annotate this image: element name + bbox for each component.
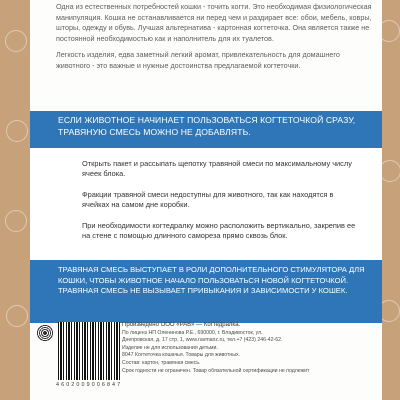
instructions-section <box>30 149 382 259</box>
stamp-circle-icon <box>5 210 27 232</box>
instruction-2: Фракции травяной смеси недоступны для животного, так как находятся в ячейках на самом дне коробки. <box>82 190 334 210</box>
stamp-circle-icon <box>382 300 400 322</box>
blue-banner-note: ЕСЛИ ЖИВОТНОЕ НАЧИНАЕТ ПОЛЬЗОВАТЬСЯ КОГТЕТОЧКОЙ СРАЗУ, ТРАВЯНУЮ СМЕСЬ МОЖНО НЕ ДОБАВЛЯТЬ. <box>30 111 382 148</box>
manufacturer-line-5: 8047 Когтеточка кошачья. Товары для животных. <box>122 352 240 359</box>
intro-text <box>56 2 372 78</box>
barcode <box>58 322 120 380</box>
cardboard-left-edge <box>0 0 30 400</box>
manufacturer-line-3: Днепровская, д. 17 стр. 1, www.ravmanz.ru, тел.+7 (423) 246-42-62. <box>122 337 283 344</box>
intro-paragraph-1: Одна из естественных потребностей кошки - точить когти. Это необходимая физиологическая манипуляция. Кошка не останавливается ни перед чем и раздирает все: обои, мебель, ковры, шторы, одежду и обувь. Лучшая альтернатива - картонная когтеточка. Она является также не постоянной необходимостью как и наполнитель для их туалетов. <box>56 2 372 43</box>
stamp-circle-icon <box>382 160 400 182</box>
stamp-circle-icon <box>6 305 28 327</box>
barcode-number: 4 6 0 2 0 0 9 0 0 6 8 4 7 <box>56 382 121 388</box>
manufacturer-line-2: По лиценз НП Оленинова Р.Е., 690000, г. Владивосток, ул. <box>122 329 263 336</box>
stamp-circle-icon <box>382 20 400 42</box>
intro-paragraph-2: Легкость изделия, едва заметный легкий аромат, привлекательность для домашнего животного - это важные и нужные достоинства предлагаемой когтеточки. <box>56 50 340 70</box>
instruction-3: При необходимости когтедралку можно расположить вертикально, закрепив ее на стене с помощью длинного саморезa прямо сквозь блок. <box>82 221 356 241</box>
manufacturer-line-1: Произведено ООО «РАВ» — Когтедралка. <box>122 322 241 328</box>
blue-banner-info: ТРАВЯНАЯ СМЕСЬ ВЫСТУПАЕТ В РОЛИ ДОПОЛНИТЕЛЬНОГО СТИМУЛЯТОРА ДЛЯ КОШКИ, ЧТОБЫ ЖИВОТНОЕ НАЧАЛО ПОЛЬЗОВАТЬСЯ НОВОЙ КОГТЕТОЧКОЙ. ТРАВЯНАЯ СМЕСЬ НЕ ВЫЗЫВАЕТ ПРИВЫКАНИЯ И ЗАВИСИМОСТИ У КОШЕК. <box>30 260 382 323</box>
manufacturer-line-4: Изделие не для использования детьми. <box>122 344 218 351</box>
fingerprint-logo-icon <box>36 324 54 342</box>
instruction-1: Открыть пакет и рассыпать щепотку травяной смеси по максимальному числу ячеек блока. <box>82 159 352 179</box>
stamp-circle-icon <box>5 30 27 52</box>
stamp-circle-icon <box>6 120 28 142</box>
manufacturer-line-7: Срок годности не ограничен. Товар обязательной сертификации не подлежит <box>122 367 310 374</box>
manufacturer-line-6: Состав: картон, травяная смесь. <box>122 359 201 366</box>
manufacturer-info <box>122 322 388 375</box>
